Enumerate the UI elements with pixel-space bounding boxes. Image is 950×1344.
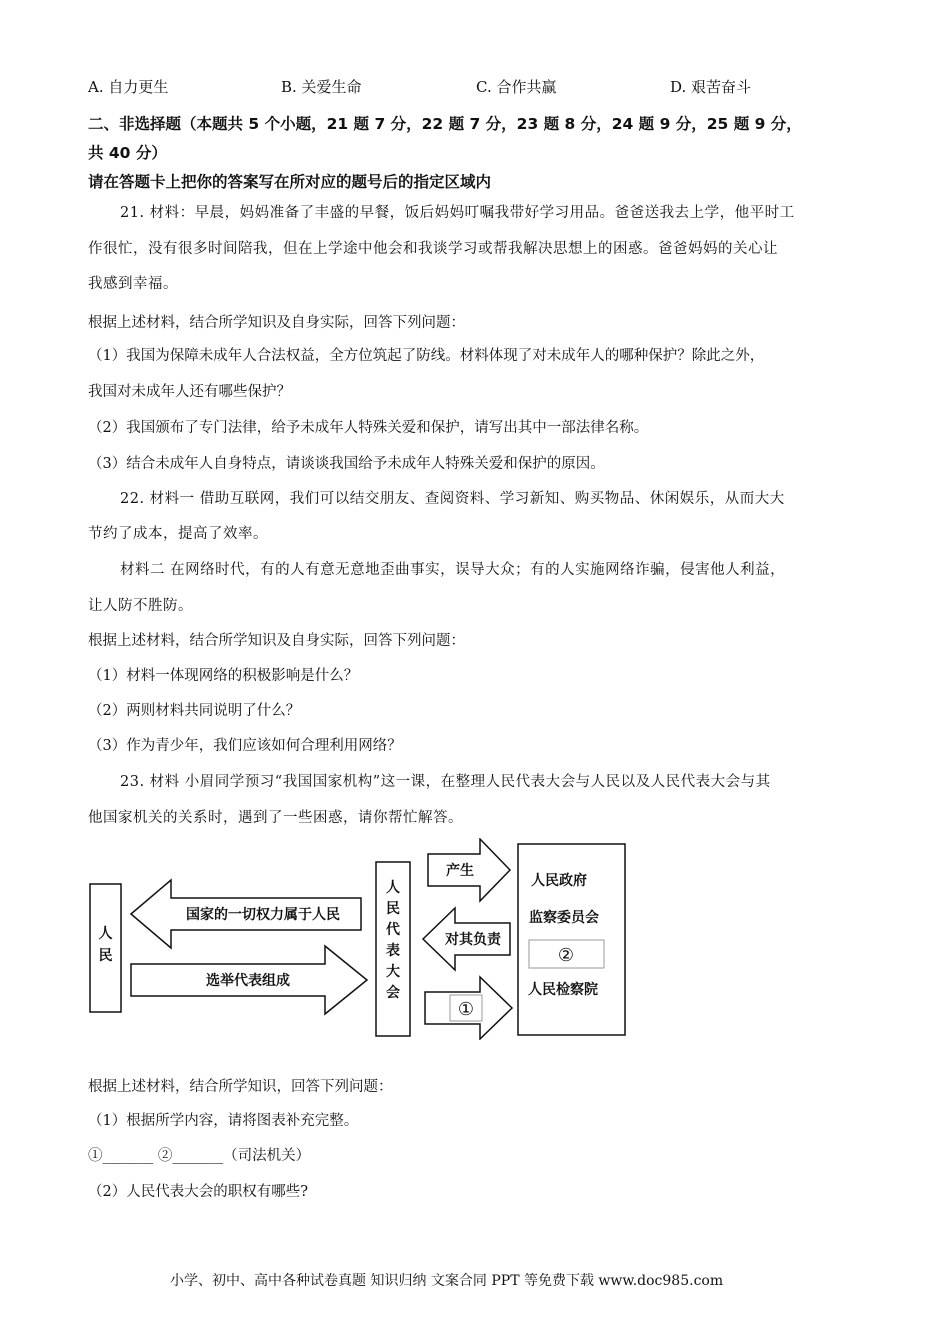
option-c: C. 合作共赢	[476, 78, 557, 96]
q21-prompt: 根据上述材料，结合所学知识及自身实际，回答下列问题：	[88, 315, 465, 331]
npc-char-6: 会	[386, 985, 400, 1001]
organ-supervision: 监察委员会	[529, 910, 599, 926]
q22-prompt: 根据上述材料，结合所学知识及自身实际，回答下列问题：	[88, 633, 465, 649]
q22-question1: （1）材料一体现网络的积极影响是什么？	[88, 668, 359, 684]
q21-material-line3: 我感到幸福。	[88, 276, 178, 292]
npc-char-1: 人	[386, 880, 400, 896]
q22-material1-line1: 22. 材料一 借助互联网，我们可以结交朋友、查阅资料、学习新知、购买物品、休闲娱乐，从而大大	[120, 491, 785, 507]
q23-prompt: 根据上述材料，结合所学知识，回答下列问题：	[88, 1079, 393, 1095]
arrow-elect-label: 选举代表组成	[206, 973, 290, 989]
people-char-1: 人	[98, 926, 113, 942]
npc-char-3: 代	[386, 922, 400, 938]
q21-question3: （3）结合未成年人自身特点，请谈谈我国给予未成年人特殊关爱和保护的原因。	[88, 456, 605, 472]
people-char-2: 民	[98, 948, 113, 964]
section-title-line2: 共 40 分）	[88, 144, 167, 162]
q22-material2-line1: 材料二 在网络时代，有的人有意无意地歪曲事实，误导大众；有的人实施网络诈骗，侵害他人利益，	[120, 562, 786, 578]
section-instruction: 请在答题卡上把你的答案写在所对应的题号后的指定区域内	[88, 173, 492, 191]
organ-government: 人民政府	[531, 873, 587, 889]
q22-material2-line2: 让人防不胜防。	[88, 598, 193, 614]
q23-question1: （1）根据所学内容，请将图表补充完整。	[88, 1113, 359, 1129]
q21-material-line2: 作很忙，没有很多时间陪我，但在上学途中他会和我谈学习或帮我解决思想上的困惑。爸爸妈妈的关心让	[88, 241, 778, 257]
q22-question2: （2）两则材料共同说明了什么？	[88, 703, 301, 719]
organ-procuratorate: 人民检察院	[528, 982, 598, 998]
npc-char-4: 表	[386, 943, 400, 959]
q23-material-line1: 23. 材料 小眉同学预习“我国国家机构”这一课，在整理人民代表大会与人民以及人民代表大会与其	[120, 774, 771, 790]
q21-question1-line1: （1）我国为保障未成年人合法权益，全方位筑起了防线。材料体现了对未成年人的哪种保护？除此之外，	[88, 348, 765, 364]
q23-blanks: ①_______ ②_______（司法机关）	[88, 1148, 311, 1164]
npc-char-2: 民	[386, 901, 400, 917]
state-organs-diagram	[88, 838, 633, 1040]
blank-1-label: ①	[457, 999, 475, 1020]
option-a: A. 自力更生	[88, 78, 169, 96]
npc-char-5: 大	[386, 964, 400, 980]
arrow-responsible-label: 对其负责	[445, 932, 501, 948]
q21-question1-line2: 我国对未成年人还有哪些保护？	[88, 384, 291, 400]
page-footer: 小学、初中、高中各种试卷真题 知识归纳 文案合同 PPT 等免费下载 www.doc985.com	[170, 1273, 724, 1289]
arrow-power-label: 国家的一切权力属于人民	[186, 907, 340, 923]
q23-question2: （2）人民代表大会的职权有哪些?	[88, 1184, 308, 1200]
blank-2-label: ②	[557, 945, 575, 966]
q22-question3: （3）作为青少年，我们应该如何合理利用网络？	[88, 738, 402, 754]
q23-material-line2: 他国家机关的关系时，遇到了一些困惑，请你帮忙解答。	[88, 810, 463, 826]
q22-material1-line2: 节约了成本，提高了效率。	[88, 526, 268, 542]
q21-question2: （2）我国颁布了专门法律，给予未成年人特殊关爱和保护，请写出其中一部法律名称。	[88, 420, 649, 436]
arrow-produce-label: 产生	[446, 863, 474, 879]
section-title-line1: 二、非选择题（本题共 5 个小题，21 题 7 分，22 题 7 分，23 题 8 分，24 题 9 分，25 题 9 分，	[88, 115, 802, 133]
q21-material-line1: 21. 材料：早晨，妈妈准备了丰盛的早餐，饭后妈妈叮嘱我带好学习用品。爸爸送我去上学，他平时工	[120, 205, 795, 221]
option-b: B. 关爱生命	[281, 78, 362, 96]
option-d: D. 艰苦奋斗	[670, 78, 752, 96]
